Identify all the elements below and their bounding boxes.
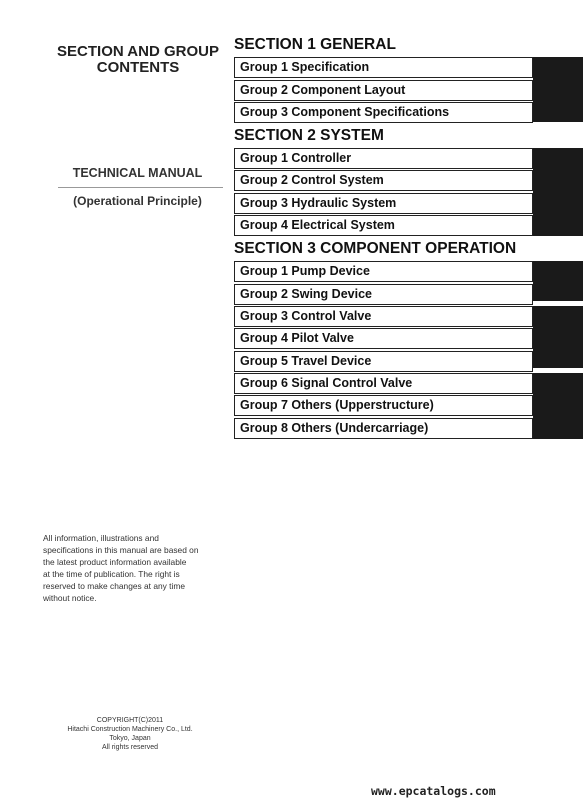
disclaimer-line: reserved to make changes at any time [43, 581, 185, 591]
group-link-3-5[interactable]: Group 5 Travel Device [234, 351, 533, 372]
section-3-tab-1 [533, 261, 583, 301]
manual-subtitle: (Operational Principle) [73, 194, 202, 208]
copyright-line: All rights reserved [101, 744, 159, 751]
disclaimer-line: at the time of publication. The right is [43, 569, 180, 579]
manual-title: TECHNICAL MANUAL [72, 166, 203, 180]
copyright-line: COPYRIGHT(C)2011 [96, 717, 164, 724]
disclaimer-line: specifications in this manual are based on [43, 545, 199, 555]
section-1-tab [533, 57, 583, 122]
group-link-2-2[interactable]: Group 2 Control System [234, 170, 533, 191]
contents-title-line2: CONTENTS [96, 59, 180, 76]
group-link-3-7[interactable]: Group 7 Others (Upperstructure) [234, 395, 533, 416]
group-link-3-1[interactable]: Group 1 Pump Device [234, 261, 533, 282]
group-link-2-1[interactable]: Group 1 Controller [234, 148, 533, 169]
section-3-tab-2 [533, 306, 583, 368]
section-title-1: SECTION 1 GENERAL [234, 36, 396, 53]
copyright-line: Hitachi Construction Machinery Co., Ltd. [67, 726, 193, 733]
group-link-1-1[interactable]: Group 1 Specification [234, 57, 533, 78]
contents-title-line1: SECTION AND GROUP [57, 43, 219, 60]
disclaimer-line: the latest product information available [43, 557, 187, 567]
contents-title [38, 44, 238, 76]
section-title-2: SECTION 2 SYSTEM [234, 127, 384, 144]
group-link-2-4[interactable]: Group 4 Electrical System [234, 215, 533, 236]
group-link-1-3[interactable]: Group 3 Component Specifications [234, 102, 533, 123]
group-link-2-3[interactable]: Group 3 Hydraulic System [234, 193, 533, 214]
disclaimer-line: All information, illustrations and [43, 533, 159, 543]
section-3-tab-3 [533, 373, 583, 439]
copyright-notice [55, 716, 205, 752]
group-link-3-3[interactable]: Group 3 Control Valve [234, 306, 533, 327]
section-title-3: SECTION 3 COMPONENT OPERATION [234, 240, 517, 257]
group-link-3-2[interactable]: Group 2 Swing Device [234, 284, 533, 305]
manual-divider [58, 187, 223, 188]
disclaimer-line: without notice. [43, 593, 97, 603]
section-2-tab [533, 148, 583, 236]
group-link-3-6[interactable]: Group 6 Signal Control Valve [234, 373, 533, 394]
disclaimer-text [43, 532, 228, 604]
website-watermark: www.epcatalogs.com [371, 784, 496, 798]
group-link-3-4[interactable]: Group 4 Pilot Valve [234, 328, 533, 349]
group-link-1-2[interactable]: Group 2 Component Layout [234, 80, 533, 101]
copyright-line: Tokyo, Japan [109, 735, 151, 742]
group-link-3-8[interactable]: Group 8 Others (Undercarriage) [234, 418, 533, 439]
